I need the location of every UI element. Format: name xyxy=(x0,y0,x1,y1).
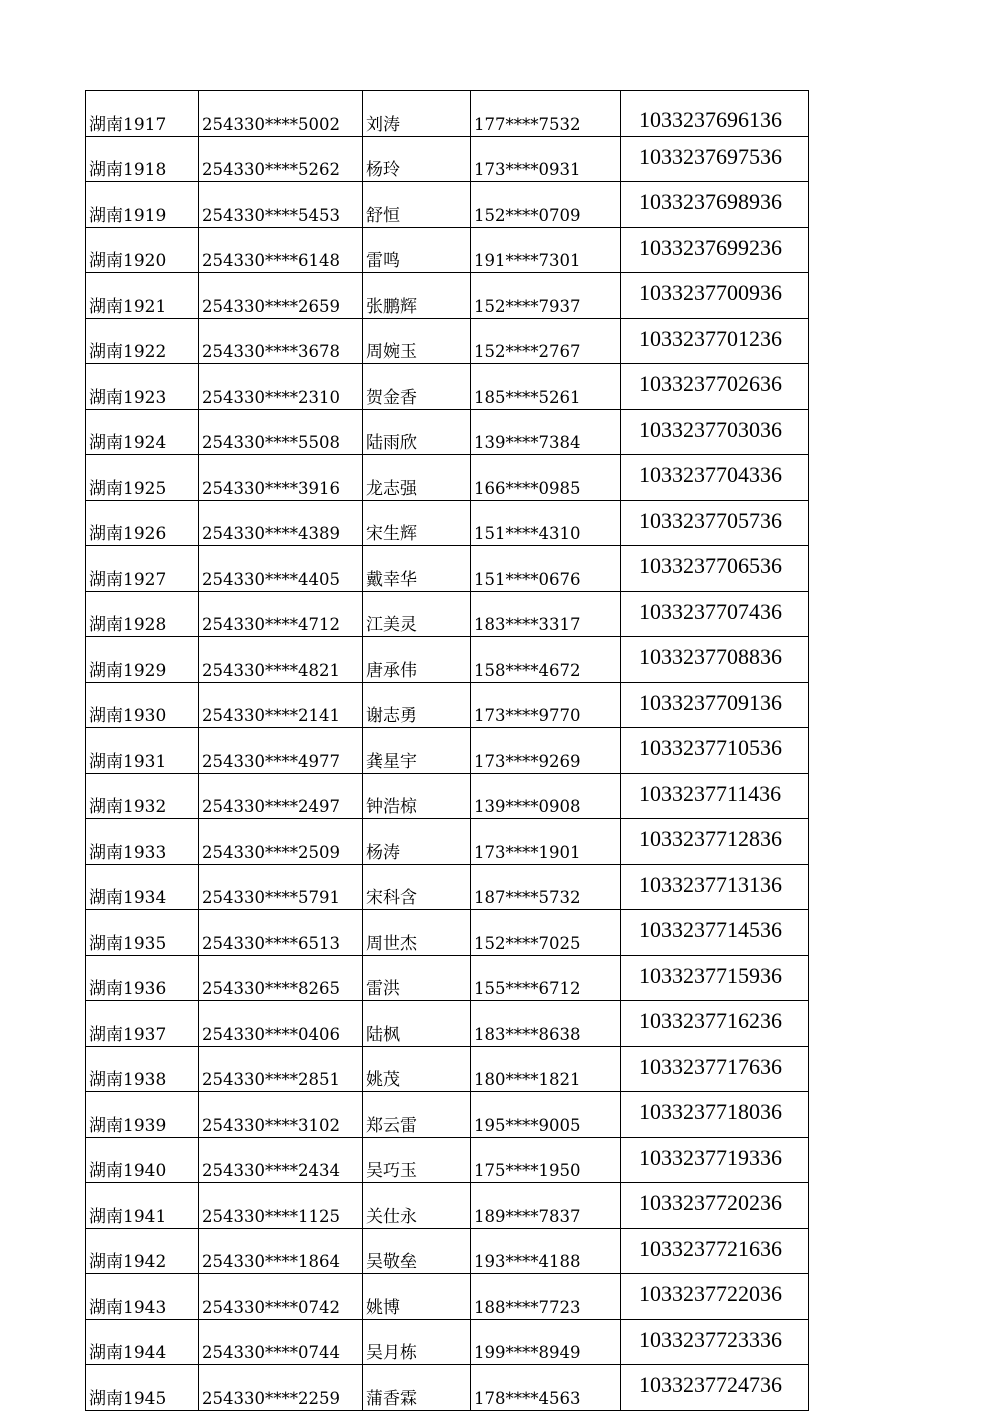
name-cell: 吴巧玉 xyxy=(363,1137,471,1183)
region-cell: 湖南1942 xyxy=(86,1228,199,1274)
region-cell: 湖南1938 xyxy=(86,1046,199,1092)
tracking-number-cell: 1033237705736 xyxy=(621,500,809,546)
table-row xyxy=(86,455,809,501)
table-row xyxy=(86,1228,809,1274)
tracking-number-cell: 1033237723336 xyxy=(621,1319,809,1365)
name-cell: 吴敬垒 xyxy=(363,1228,471,1274)
name-cell: 陆雨欣 xyxy=(363,409,471,455)
table-row xyxy=(86,364,809,410)
region-cell: 湖南1939 xyxy=(86,1092,199,1138)
id-number-cell: 254330****5262 xyxy=(199,136,363,182)
tracking-number-cell: 1033237717636 xyxy=(621,1046,809,1092)
phone-cell: 183****3317 xyxy=(471,591,621,637)
name-cell: 戴幸华 xyxy=(363,546,471,592)
region-cell: 湖南1922 xyxy=(86,318,199,364)
region-cell: 湖南1917 xyxy=(86,91,199,137)
name-cell: 周世杰 xyxy=(363,910,471,956)
table-row xyxy=(86,682,809,728)
phone-cell: 173****9269 xyxy=(471,728,621,774)
tracking-number-cell: 1033237721636 xyxy=(621,1228,809,1274)
table-row xyxy=(86,1137,809,1183)
table-row xyxy=(86,409,809,455)
name-cell: 江美灵 xyxy=(363,591,471,637)
name-cell: 吴月栋 xyxy=(363,1319,471,1365)
tracking-number-cell: 1033237698936 xyxy=(621,182,809,228)
phone-cell: 166****0985 xyxy=(471,455,621,501)
tracking-number-cell: 1033237712836 xyxy=(621,819,809,865)
phone-cell: 151****0676 xyxy=(471,546,621,592)
name-cell: 宋生辉 xyxy=(363,500,471,546)
region-cell: 湖南1937 xyxy=(86,1001,199,1047)
table-row xyxy=(86,227,809,273)
phone-cell: 177****7532 xyxy=(471,91,621,137)
region-cell: 湖南1919 xyxy=(86,182,199,228)
phone-cell: 155****6712 xyxy=(471,955,621,1001)
tracking-number-cell: 1033237704336 xyxy=(621,455,809,501)
name-cell: 钟浩椋 xyxy=(363,773,471,819)
name-cell: 唐承伟 xyxy=(363,637,471,683)
table-row xyxy=(86,1365,809,1411)
table-row xyxy=(86,546,809,592)
id-number-cell: 254330****2259 xyxy=(199,1365,363,1411)
region-cell: 湖南1930 xyxy=(86,682,199,728)
id-number-cell: 254330****2497 xyxy=(199,773,363,819)
id-number-cell: 254330****2434 xyxy=(199,1137,363,1183)
id-number-cell: 254330****4821 xyxy=(199,637,363,683)
name-cell: 宋科含 xyxy=(363,864,471,910)
tracking-number-cell: 1033237714536 xyxy=(621,910,809,956)
id-number-cell: 254330****5508 xyxy=(199,409,363,455)
tracking-number-cell: 1033237719336 xyxy=(621,1137,809,1183)
tracking-number-cell: 1033237699236 xyxy=(621,227,809,273)
region-cell: 湖南1943 xyxy=(86,1274,199,1320)
region-cell: 湖南1926 xyxy=(86,500,199,546)
name-cell: 姚茂 xyxy=(363,1046,471,1092)
tracking-number-cell: 1033237724736 xyxy=(621,1365,809,1411)
name-cell: 谢志勇 xyxy=(363,682,471,728)
name-cell: 姚博 xyxy=(363,1274,471,1320)
region-cell: 湖南1932 xyxy=(86,773,199,819)
table-row xyxy=(86,136,809,182)
region-cell: 湖南1936 xyxy=(86,955,199,1001)
tracking-number-cell: 1033237718036 xyxy=(621,1092,809,1138)
tracking-number-cell: 1033237697536 xyxy=(621,136,809,182)
tracking-number-cell: 1033237715936 xyxy=(621,955,809,1001)
tracking-number-cell: 1033237702636 xyxy=(621,364,809,410)
name-cell: 雷鸣 xyxy=(363,227,471,273)
name-cell: 龚星宇 xyxy=(363,728,471,774)
name-cell: 张鹏辉 xyxy=(363,273,471,319)
table-row xyxy=(86,1001,809,1047)
id-number-cell: 254330****0742 xyxy=(199,1274,363,1320)
id-number-cell: 254330****5002 xyxy=(199,91,363,137)
table-row xyxy=(86,910,809,956)
region-cell: 湖南1935 xyxy=(86,910,199,956)
table-row xyxy=(86,773,809,819)
tracking-number-cell: 1033237722036 xyxy=(621,1274,809,1320)
table-row xyxy=(86,637,809,683)
id-number-cell: 254330****1864 xyxy=(199,1228,363,1274)
name-cell: 关仕永 xyxy=(363,1183,471,1229)
phone-cell: 187****5732 xyxy=(471,864,621,910)
id-number-cell: 254330****5453 xyxy=(199,182,363,228)
name-cell: 舒恒 xyxy=(363,182,471,228)
region-cell: 湖南1933 xyxy=(86,819,199,865)
tracking-number-cell: 1033237700936 xyxy=(621,273,809,319)
phone-cell: 195****9005 xyxy=(471,1092,621,1138)
tracking-number-cell: 1033237703036 xyxy=(621,409,809,455)
id-number-cell: 254330****4405 xyxy=(199,546,363,592)
id-number-cell: 254330****1125 xyxy=(199,1183,363,1229)
region-cell: 湖南1944 xyxy=(86,1319,199,1365)
phone-cell: 152****2767 xyxy=(471,318,621,364)
phone-cell: 139****7384 xyxy=(471,409,621,455)
phone-cell: 183****8638 xyxy=(471,1001,621,1047)
tracking-number-cell: 1033237707436 xyxy=(621,591,809,637)
table-row xyxy=(86,318,809,364)
phone-cell: 152****7937 xyxy=(471,273,621,319)
phone-cell: 173****9770 xyxy=(471,682,621,728)
table-row xyxy=(86,591,809,637)
region-cell: 湖南1920 xyxy=(86,227,199,273)
id-number-cell: 254330****2141 xyxy=(199,682,363,728)
phone-cell: 152****0709 xyxy=(471,182,621,228)
tracking-number-cell: 1033237711436 xyxy=(621,773,809,819)
tracking-number-cell: 1033237710536 xyxy=(621,728,809,774)
id-number-cell: 254330****5791 xyxy=(199,864,363,910)
id-number-cell: 254330****6148 xyxy=(199,227,363,273)
table-row xyxy=(86,864,809,910)
table-row xyxy=(86,1046,809,1092)
region-cell: 湖南1934 xyxy=(86,864,199,910)
phone-cell: 180****1821 xyxy=(471,1046,621,1092)
name-cell: 贺金香 xyxy=(363,364,471,410)
region-cell: 湖南1928 xyxy=(86,591,199,637)
region-cell: 湖南1940 xyxy=(86,1137,199,1183)
phone-cell: 189****7837 xyxy=(471,1183,621,1229)
region-cell: 湖南1927 xyxy=(86,546,199,592)
id-number-cell: 254330****0744 xyxy=(199,1319,363,1365)
id-number-cell: 254330****2851 xyxy=(199,1046,363,1092)
region-cell: 湖南1924 xyxy=(86,409,199,455)
table-row xyxy=(86,500,809,546)
records-table-body xyxy=(86,91,809,1411)
phone-cell: 139****0908 xyxy=(471,773,621,819)
id-number-cell: 254330****8265 xyxy=(199,955,363,1001)
phone-cell: 191****7301 xyxy=(471,227,621,273)
phone-cell: 193****4188 xyxy=(471,1228,621,1274)
phone-cell: 173****1901 xyxy=(471,819,621,865)
region-cell: 湖南1945 xyxy=(86,1365,199,1411)
tracking-number-cell: 1033237709136 xyxy=(621,682,809,728)
region-cell: 湖南1923 xyxy=(86,364,199,410)
id-number-cell: 254330****3916 xyxy=(199,455,363,501)
phone-cell: 188****7723 xyxy=(471,1274,621,1320)
region-cell: 湖南1918 xyxy=(86,136,199,182)
table-row xyxy=(86,955,809,1001)
region-cell: 湖南1921 xyxy=(86,273,199,319)
id-number-cell: 254330****2310 xyxy=(199,364,363,410)
id-number-cell: 254330****4389 xyxy=(199,500,363,546)
phone-cell: 199****8949 xyxy=(471,1319,621,1365)
id-number-cell: 254330****4712 xyxy=(199,591,363,637)
phone-cell: 175****1950 xyxy=(471,1137,621,1183)
name-cell: 杨玲 xyxy=(363,136,471,182)
id-number-cell: 254330****2509 xyxy=(199,819,363,865)
name-cell: 郑云雷 xyxy=(363,1092,471,1138)
region-cell: 湖南1925 xyxy=(86,455,199,501)
tracking-number-cell: 1033237708836 xyxy=(621,637,809,683)
name-cell: 杨涛 xyxy=(363,819,471,865)
table-row xyxy=(86,1319,809,1365)
id-number-cell: 254330****2659 xyxy=(199,273,363,319)
id-number-cell: 254330****0406 xyxy=(199,1001,363,1047)
table-row xyxy=(86,273,809,319)
phone-cell: 158****4672 xyxy=(471,637,621,683)
table-row xyxy=(86,1092,809,1138)
table-row xyxy=(86,91,809,137)
table-row xyxy=(86,819,809,865)
region-cell: 湖南1941 xyxy=(86,1183,199,1229)
tracking-number-cell: 1033237696136 xyxy=(621,91,809,137)
name-cell: 龙志强 xyxy=(363,455,471,501)
id-number-cell: 254330****6513 xyxy=(199,910,363,956)
phone-cell: 185****5261 xyxy=(471,364,621,410)
name-cell: 刘涛 xyxy=(363,91,471,137)
table-row xyxy=(86,1274,809,1320)
id-number-cell: 254330****4977 xyxy=(199,728,363,774)
phone-cell: 173****0931 xyxy=(471,136,621,182)
table-row xyxy=(86,728,809,774)
name-cell: 雷洪 xyxy=(363,955,471,1001)
id-number-cell: 254330****3678 xyxy=(199,318,363,364)
table-row xyxy=(86,182,809,228)
phone-cell: 178****4563 xyxy=(471,1365,621,1411)
name-cell: 蒲香霖 xyxy=(363,1365,471,1411)
name-cell: 陆枫 xyxy=(363,1001,471,1047)
region-cell: 湖南1931 xyxy=(86,728,199,774)
table-row xyxy=(86,1183,809,1229)
records-table xyxy=(85,90,809,1411)
id-number-cell: 254330****3102 xyxy=(199,1092,363,1138)
tracking-number-cell: 1033237716236 xyxy=(621,1001,809,1047)
tracking-number-cell: 1033237720236 xyxy=(621,1183,809,1229)
phone-cell: 152****7025 xyxy=(471,910,621,956)
tracking-number-cell: 1033237701236 xyxy=(621,318,809,364)
name-cell: 周婉玉 xyxy=(363,318,471,364)
tracking-number-cell: 1033237713136 xyxy=(621,864,809,910)
tracking-number-cell: 1033237706536 xyxy=(621,546,809,592)
phone-cell: 151****4310 xyxy=(471,500,621,546)
region-cell: 湖南1929 xyxy=(86,637,199,683)
